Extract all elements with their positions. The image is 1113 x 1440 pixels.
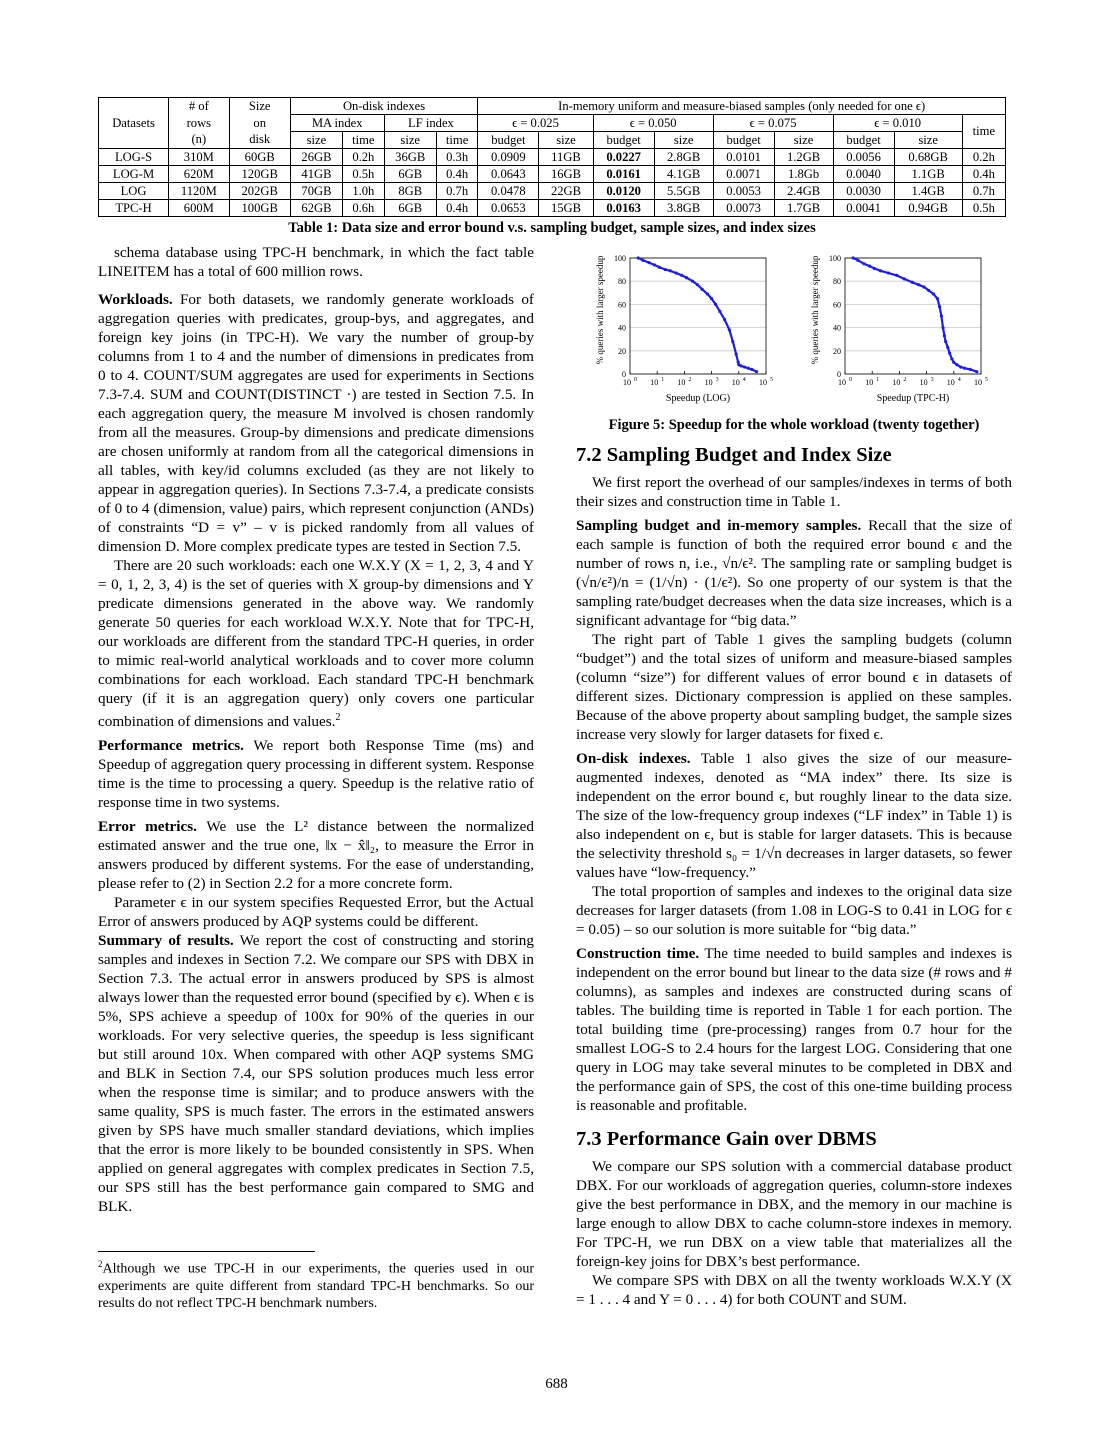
table-cell: 6GB [384, 200, 436, 217]
x-tick-exponent: 1 [876, 377, 880, 383]
th-sub: size [290, 132, 342, 149]
paragraph-overhead: We first report the overhead of our samples/indexes in terms of both their sizes and construction time in Table 1. [576, 474, 1012, 510]
x-tick-label: 10 [623, 378, 631, 387]
table-cell: 6GB [384, 166, 436, 183]
construction-heading: Construction time. [576, 945, 700, 962]
series-line [853, 258, 977, 372]
table-cell: 310M [169, 149, 230, 166]
table-cell: 0.5h [962, 200, 1005, 217]
table-cell: 0.4h [436, 166, 477, 183]
workloads2-text: There are 20 such workloads: each one W.X.Y (X = 1, 2, 3, 4 and Y = 0, 1, 2, 3, 4) is the set of queries with X group-by dimensions and Y predicate dimensions generated in the above way. We randomly generate 50 queries for each workload W.X.Y. Note that for TPC-H, our workloads are different from the standard TPC-H queries, in order to mimic real-world analytical workloads and to cover more column combinations for each workload. Each standard TPC-H benchmark query (if it is an aggregation query) only covers one particular combination of dimensions and values. [98, 557, 534, 731]
table-cell: 0.5h [343, 166, 384, 183]
data-point [723, 318, 726, 321]
footnote-mark: 2 [335, 712, 341, 723]
plot-frame [845, 258, 981, 374]
performance-heading: Performance metrics. [98, 737, 244, 755]
x-tick-exponent: 2 [688, 377, 692, 383]
paragraph-workloads-2 [98, 556, 534, 731]
right-column-top [576, 473, 1012, 1115]
data-point [944, 340, 947, 343]
y-tick-label: 60 [618, 300, 626, 310]
paragraph-summary [98, 931, 534, 1216]
th-eps-4: ϵ = 0.010 [833, 115, 962, 132]
data-point [963, 367, 966, 370]
th-sub: budget [478, 132, 539, 149]
table-cell: 0.0643 [478, 166, 539, 183]
table-cell: 1.0h [343, 183, 384, 200]
paragraph-compare: We compare SPS with DBX on all the twenty workloads W.X.Y (X = 1 . . . 4 and Y = 0 . . . 4) for both COUNT and SUM. [576, 1272, 1012, 1308]
data-point [637, 256, 640, 259]
data-point [936, 297, 939, 300]
data-point [856, 259, 859, 262]
y-tick-label: 0 [837, 370, 841, 379]
x-tick-exponent: 0 [634, 377, 637, 383]
table-cell: 620M [169, 166, 230, 183]
x-tick-exponent: 5 [985, 377, 988, 383]
data-point [750, 368, 753, 371]
paragraph-construction [576, 944, 1012, 1115]
table-cell: 600M [169, 200, 230, 217]
workloads-heading: Workloads. [98, 291, 173, 308]
data-point [664, 268, 667, 271]
table-cell: 1120M [169, 183, 230, 200]
table-cell: 0.4h [962, 166, 1005, 183]
ondisk-text: Table 1 also gives the size of our measure-augmented indexes, denoted as “MA index” there. Its size is independent on the error bound ϵ, but roughly linear to the data size. The size of the low-frequency group indexes (“LF index” in Table 1) is also independent on ϵ, but is stable for larger datasets. This is because the selectivity threshold s₀ = 1/√n decreases in larger datasets, so fewer values have “low-frequency.” [576, 750, 1012, 881]
paragraph-proportion: The total proportion of samples and indexes to the original data size decreases for larger datasets (from 1.08 in LOG-S to 0.41 in LOG for ϵ = 0.05) – so our solution is more suitable for “big data.” [576, 883, 1012, 938]
data-point [675, 271, 678, 274]
table-cell: 0.0227 [593, 149, 654, 166]
th-eps-3: ϵ = 0.075 [713, 115, 833, 132]
th-inmem: In-memory uniform and measure-biased samples (only needed for one ϵ) [478, 98, 1006, 115]
data-point [718, 310, 721, 313]
section-7-3-heading: 7.3 Performance Gain over DBMS [576, 1128, 877, 1150]
table-cell: 0.0478 [478, 183, 539, 200]
paragraph-workloads [98, 290, 534, 556]
table-cell: 8GB [384, 183, 436, 200]
footnote-text: Although we use TPC-H in our experiments, the queries used in our experiments are quite different from standard TPC-H benchmarks. So our results do not reflect TPC-H benchmark numbers. [98, 1261, 534, 1311]
table-cell: 1.1GB [894, 166, 962, 183]
data-point [952, 361, 955, 364]
x-tick-exponent: 3 [930, 377, 934, 383]
paragraph-performance [98, 736, 534, 812]
table-cell: 100GB [229, 200, 290, 217]
data-point [955, 363, 958, 366]
data-point [852, 256, 855, 259]
data-point [739, 364, 742, 367]
error-heading: Error metrics. [98, 818, 197, 836]
table-cell: 1.8Gb [774, 166, 833, 183]
x-tick-exponent: 2 [903, 377, 907, 383]
data-point [975, 370, 978, 373]
data-point [911, 281, 914, 284]
data-point [728, 328, 731, 331]
figure-5-right [805, 242, 1005, 412]
y-tick-label: 60 [833, 300, 841, 310]
data-point [680, 274, 683, 277]
figure-5-left [590, 242, 790, 412]
footnote-rule [98, 1251, 315, 1252]
ondisk-heading: On-disk indexes. [576, 750, 691, 767]
table-cell: 0.0040 [833, 166, 894, 183]
table-row-label: TPC-H [99, 200, 169, 217]
table-cell: 16GB [539, 166, 593, 183]
data-point [948, 352, 951, 355]
data-point [701, 288, 704, 291]
table-row-label: LOG [99, 183, 169, 200]
paragraph-table-right: The right part of Table 1 gives the sampling budgets (column “budget”) and the total sizes of uniform and measure-biased samples (column “size”) for different values of error bound ϵ in datasets of different sizes. Dictionary compression is applied on these samples. Because of the above property about sampling budget, the sample sizes increase very slowly for larger datasets for fixed ϵ. [576, 631, 1012, 743]
x-tick-exponent: 4 [957, 377, 961, 383]
speedup-log-chart [590, 242, 790, 407]
table-cell: 202GB [229, 183, 290, 200]
table-cell: 70GB [290, 183, 342, 200]
table-cell: 2.8GB [654, 149, 713, 166]
table-cell: 0.4h [436, 200, 477, 217]
data-point [706, 292, 709, 295]
data-point [927, 289, 930, 292]
paragraph-error [98, 817, 534, 893]
table-cell: 0.0161 [593, 166, 654, 183]
data-point [932, 292, 935, 295]
y-tick-label: 0 [622, 370, 626, 379]
table-cell: 0.0653 [478, 200, 539, 217]
table-cell: 3.8GB [654, 200, 713, 217]
data-point [755, 370, 758, 373]
table-cell: 36GB [384, 149, 436, 166]
data-point [943, 334, 946, 337]
workloads-text: For both datasets, we randomly generate workloads of aggregation queries with predicates, group-bys, and aggregates, and foreign key joins (in TPC-H). We vary the number of group-by columns from 1 to 4 and the number of dimensions in predicates from 0 to 4. COUNT/SUM aggregates are used for experiments in Sections 7.3-7.4. SUM and COUNT(DISTINCT ·) are tested in Section 7.5. In each aggregation query, the measure M involved is chosen randomly from all the measures. Group-by dimensions and predicate dimensions are chosen uniformly at random from all the categorical dimensions in all tables, with key/id columns excluded (as they are not likely to appear in aggregation queries). In Sections 7.3-7.4, a predicate consists of 0 to 4 (dimension, value) pairs, which represent conjunction (ANDs) of constraints “D = v” – v is picked randomly from all values of dimension D. More complex predicate types are tested in Section 7.5. [98, 291, 534, 555]
paragraph-dbx: We compare our SPS solution with a commercial database product DBX. For our workloads of aggregation queries, column-store indexes give the best performance in DBX, and the memory in our machine is large enough to allow DBX to cache column-store indexes in memory. For TPC-H, we run DBX on a view table that materializes all the foreign-key joins for DBX’s best performance. [576, 1158, 1012, 1270]
plot-frame [630, 258, 766, 374]
data-point [685, 276, 688, 279]
x-tick-label: 10 [892, 378, 901, 387]
table-cell: 5.5GB [654, 183, 713, 200]
data-point [922, 285, 925, 288]
th-sub: size [654, 132, 713, 149]
data-point [641, 259, 644, 262]
table-caption: Table 1: Data size and error bound v.s. sampling budget, sample sizes, and index sizes [288, 220, 816, 236]
data-point [862, 262, 865, 265]
th-sub: time [343, 132, 384, 149]
table-row [99, 149, 1006, 166]
th-time: time [962, 115, 1005, 149]
table-row [99, 166, 1006, 183]
th-ma-index: MA index [290, 115, 384, 132]
y-axis-label: % queries with larger speedup [595, 255, 605, 365]
paragraph-ondisk [576, 749, 1012, 882]
table-cell: 11GB [539, 149, 593, 166]
y-tick-label: 80 [618, 277, 626, 287]
table-cell: 0.0073 [713, 200, 774, 217]
table-cell: 0.7h [962, 183, 1005, 200]
th-sub: size [894, 132, 962, 149]
data-point [887, 271, 890, 274]
x-tick-label: 10 [865, 378, 874, 387]
x-tick-exponent: 1 [661, 377, 665, 383]
y-tick-label: 40 [833, 323, 841, 333]
page-number: 688 [545, 1376, 568, 1392]
th-rows-3: (n) [169, 132, 230, 149]
th-datasets: Datasets [99, 98, 169, 149]
y-tick-label: 100 [614, 254, 626, 263]
table-cell: 0.0056 [833, 149, 894, 166]
data-point [940, 314, 943, 317]
th-sub: size [539, 132, 593, 149]
data-point [941, 326, 944, 329]
data-point [895, 274, 898, 277]
left-column [98, 243, 534, 1216]
th-sub: size [384, 132, 436, 149]
th-sub: budget [833, 132, 894, 149]
table-row-label: LOG-S [99, 149, 169, 166]
table-cell: 1.7GB [774, 200, 833, 217]
x-tick-label: 10 [919, 378, 928, 387]
x-tick-exponent: 5 [770, 377, 773, 383]
data-point [669, 269, 672, 272]
th-rows-1: # of [169, 98, 230, 115]
data-point [647, 261, 650, 264]
right-column-bottom [576, 1157, 1012, 1309]
th-size-2: on [229, 115, 290, 132]
data-point [743, 365, 746, 368]
y-tick-label: 100 [829, 254, 841, 263]
th-rows-2: rows [169, 115, 230, 132]
y-tick-label: 20 [618, 346, 626, 356]
summary-text: We report the cost of constructing and storing samples and indexes in Section 7.2. We compare our SPS with DBX in Section 7.3. The actual error in answers produced by SPS is almost always lower than the requested error bound (specified by ϵ). When ϵ is 5%, SPS achieve a speedup of 100x for 90% of the queries in our workloads. For very selective queries, the speedup is less significant but still around 10x. When compared with other AQP systems SMG and BLK in Section 7.4, our SPS solution produces much less error when the response time is similar; and to produce answers with the same quality, SPS is much faster. The errors in the estimated answers given by SPS have much smaller standard deviations, which implies that the error is more likely to be bounded consistently in SPS. When applied on general aggregates with complex predicates in Section 7.5, our SPS still has the best performance gain compared to SMG and BLK. [98, 932, 534, 1216]
data-point [696, 283, 699, 286]
data-point [938, 305, 941, 308]
y-tick-label: 20 [833, 346, 841, 356]
construction-text: The time needed to build samples and indexes is independent on the error bound but linear to the data size (# rows and # columns), as samples and indexes are constructed during scans of tables. The building time is reported in Table 1 for each portion. The total building time (pre-processing) ranges from 0.7 hour for the smallest LOG-S to 2.4 hours for the largest LOG. Considering that one query in LOG may take several minutes to be completed in DBX and the performance gain of SPS, the cost of this one-time building process is reasonable and profitable. [576, 945, 1012, 1114]
paragraph-schema: schema database using TPC-H benchmark, in which the fact table LINEITEM has a total of 600 million rows. [98, 244, 534, 280]
x-tick-exponent: 4 [742, 377, 746, 383]
table-cell: 26GB [290, 149, 342, 166]
x-axis-label: Speedup (LOG) [665, 393, 731, 404]
data-point [946, 346, 949, 349]
data-point [747, 367, 750, 370]
table-cell: 41GB [290, 166, 342, 183]
x-tick-label: 10 [838, 378, 846, 387]
x-tick-label: 10 [974, 378, 982, 387]
x-tick-exponent: 3 [715, 377, 719, 383]
table-cell: 15GB [539, 200, 593, 217]
data-point [879, 269, 882, 272]
table-row [99, 200, 1006, 217]
table-cell: 4.1GB [654, 166, 713, 183]
sampling-budget-text: Recall that the size of each sample is function of both the required error bound ϵ and the number of rows n, i.e., √n/ϵ². The sampling rate or sampling budget is (√n/ϵ²)/n = (1/√n) · (1/ϵ²). So one property of our system is that the sampling rate/budget decreases when the data size increases, which is a significant advantage for “big data.” [576, 517, 1012, 629]
data-point [959, 365, 962, 368]
table-cell: 0.0041 [833, 200, 894, 217]
paragraph-sampling-budget [576, 516, 1012, 630]
data-point [653, 263, 656, 266]
th-ondisk: On-disk indexes [290, 98, 478, 115]
table-cell: 0.0120 [593, 183, 654, 200]
x-tick-label: 10 [650, 378, 659, 387]
data-point [969, 368, 972, 371]
figure-caption: Figure 5: Speedup for the whole workload (twenty together) [608, 417, 980, 433]
th-sub: budget [593, 132, 654, 149]
data-point [731, 340, 734, 343]
data-point [873, 267, 876, 270]
footnote [98, 1256, 534, 1312]
x-tick-exponent: 0 [849, 377, 852, 383]
data-point [714, 303, 717, 306]
table-cell: 0.0030 [833, 183, 894, 200]
x-tick-label: 10 [677, 378, 686, 387]
error-text: We use the L² distance between the normalized estimated answer and the true one, ‖x − x̂‖₂, to measure the Error in answers produced by different systems. For the ease of understanding, please refer to (2) in Section 2.2 for a more concrete form. [98, 818, 534, 893]
data-point [950, 357, 953, 360]
table-cell: 0.3h [436, 149, 477, 166]
table-cell: 60GB [229, 149, 290, 166]
th-eps-2: ϵ = 0.050 [593, 115, 713, 132]
performance-text: We report both Response Time (ms) and Speedup of aggregation query processing in different system. Response time is the time to processing a query. Speedup is the relative ratio of response time in two systems. [98, 737, 534, 812]
table-1 [98, 97, 1006, 217]
x-tick-label: 10 [759, 378, 767, 387]
section-7-2-heading: 7.2 Sampling Budget and Index Size [576, 444, 892, 466]
paragraph-parameter: Parameter ϵ in our system specifies Requested Error, but the Actual Error of answers produced by AQP systems could be different. [98, 894, 534, 931]
data-point [658, 266, 661, 269]
th-eps-1: ϵ = 0.025 [478, 115, 593, 132]
th-lf-index: LF index [384, 115, 478, 132]
y-tick-label: 40 [618, 323, 626, 333]
th-size-1: Size [229, 98, 290, 115]
table-cell: 120GB [229, 166, 290, 183]
table-cell: 0.0163 [593, 200, 654, 217]
table-cell: 0.2h [343, 149, 384, 166]
th-sub: time [436, 132, 477, 149]
table-cell: 22GB [539, 183, 593, 200]
table-row [99, 183, 1006, 200]
data-point [903, 277, 906, 280]
speedup-tpch-chart [805, 242, 1005, 407]
table-cell: 0.0053 [713, 183, 774, 200]
table-cell: 0.7h [436, 183, 477, 200]
data-point [691, 280, 694, 283]
y-tick-label: 80 [833, 277, 841, 287]
table-cell: 62GB [290, 200, 342, 217]
table-cell: 0.6h [343, 200, 384, 217]
table-cell: 1.2GB [774, 149, 833, 166]
data-point [917, 283, 920, 286]
data-point [735, 353, 738, 356]
table-cell: 0.0101 [713, 149, 774, 166]
data-point [710, 297, 713, 300]
th-sub: size [774, 132, 833, 149]
y-axis-label: % queries with larger speedup [810, 255, 820, 365]
x-tick-label: 10 [731, 378, 740, 387]
table-cell: 0.0071 [713, 166, 774, 183]
summary-heading: Summary of results. [98, 932, 234, 950]
table-cell: 0.0909 [478, 149, 539, 166]
sampling-budget-heading: Sampling budget and in-memory samples. [576, 517, 862, 534]
x-axis-label: Speedup (TPC-H) [876, 393, 950, 404]
table-cell: 0.2h [962, 149, 1005, 166]
series-line [638, 258, 756, 372]
data-point [868, 265, 871, 268]
x-tick-label: 10 [946, 378, 955, 387]
th-size-3: disk [229, 132, 290, 149]
table-cell: 2.4GB [774, 183, 833, 200]
th-sub: budget [713, 132, 774, 149]
table-row-label: LOG-M [99, 166, 169, 183]
table-body [99, 149, 1006, 217]
footnote-number: 2 [98, 1259, 103, 1269]
x-tick-label: 10 [704, 378, 713, 387]
table-cell: 1.4GB [894, 183, 962, 200]
table-cell: 0.94GB [894, 200, 962, 217]
table-cell: 0.68GB [894, 149, 962, 166]
